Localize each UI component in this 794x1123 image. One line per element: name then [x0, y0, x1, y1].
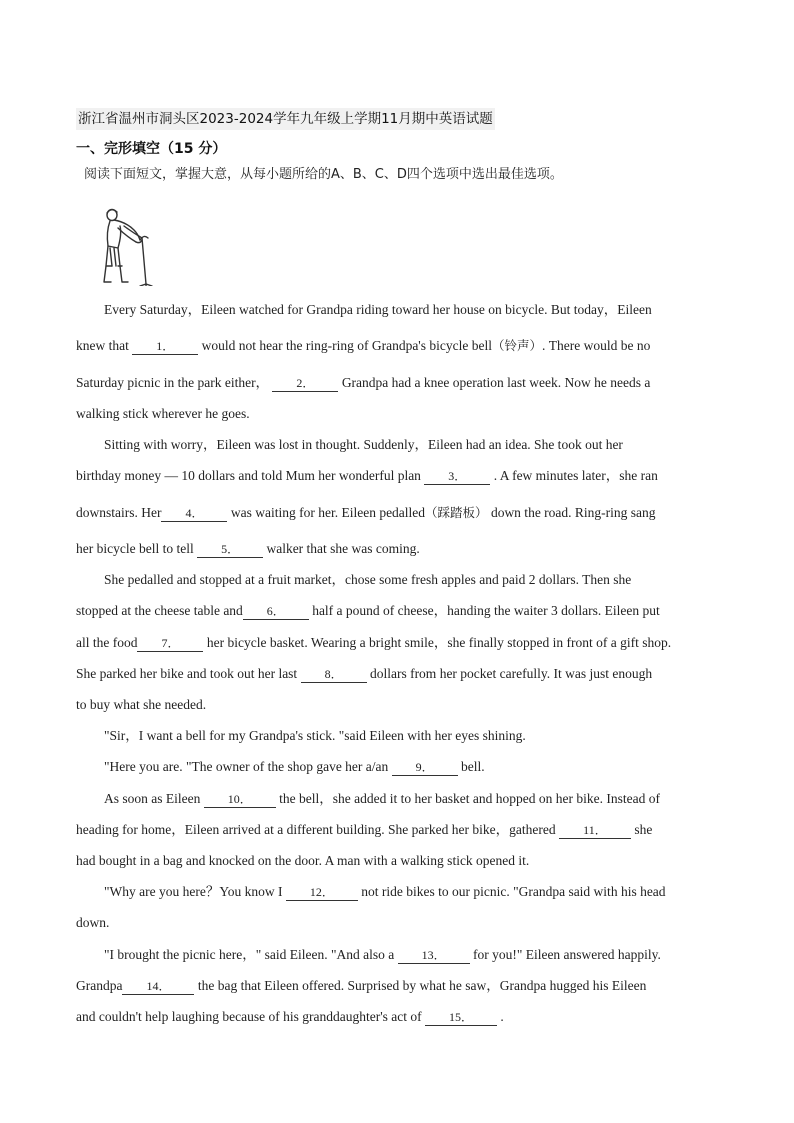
text-line — [76, 1006, 504, 1028]
text-span: . — [500, 1009, 504, 1024]
text-span: "Here you are. "The owner of the shop gave her a/an — [104, 759, 389, 774]
text-line — [76, 819, 652, 841]
blank-1: 1． — [132, 338, 198, 355]
text-span: . There would be no — [541, 338, 651, 353]
text-span: As soon as Eileen — [104, 791, 201, 806]
text-span: "Why are you here？You know I — [104, 884, 283, 899]
text-line: walking stick wherever he goes. — [76, 406, 250, 421]
text-line: to buy what she needed. — [76, 697, 207, 712]
blank-3: 3． — [424, 468, 490, 485]
text-line — [76, 600, 660, 622]
text-span: She parked her bike and took out her last — [76, 666, 298, 681]
blank-10: 10． — [204, 791, 276, 808]
exam-title: 浙江省温州市洞头区2023-2024学年九年级上学期11月期中英语试题 — [76, 108, 495, 130]
text-span: Saturday picnic in the park either， — [76, 375, 270, 390]
text-span: （踩踏板） — [425, 505, 488, 520]
blank-5: 5． — [197, 541, 263, 558]
text-line — [76, 632, 671, 654]
blank-9: 9． — [392, 759, 458, 776]
text-line: Sitting with worry，Eileen was lost in thought. Suddenly，Eileen had an idea. She took out her — [104, 437, 623, 452]
blank-8: 8． — [301, 666, 367, 683]
text-line — [76, 538, 420, 560]
text-span: downstairs. Her — [76, 505, 162, 520]
text-span: she — [634, 822, 653, 837]
blank-13: 13． — [398, 947, 470, 964]
text-line: "Sir，I want a bell for my Grandpa's stick. "said Eileen with her eyes shining. — [104, 728, 526, 743]
text-span: stopped at the cheese table and — [76, 603, 243, 618]
text-span: for you!" Eileen answered happily. — [472, 947, 661, 962]
text-span: all the food — [76, 635, 138, 650]
text-span: down the road. Ring-ring sang — [490, 505, 656, 520]
text-span: the bag that Eileen offered. Surprised by what he saw，Grandpa hugged his Eileen — [197, 978, 647, 993]
text-span: birthday money — 10 dollars and told Mum her wonderful plan — [76, 468, 421, 483]
blank-6: 6． — [243, 603, 309, 620]
old-man-with-walking-stick-icon — [96, 204, 164, 286]
text-line: had bought in a bag and knocked on the door. A man with a walking stick opened it. — [76, 853, 530, 868]
text-span: "I brought the picnic here，" said Eileen. "And also a — [104, 947, 395, 962]
text-span: her bicycle basket. Wearing a bright smile，she finally stopped in front of a gift shop. — [206, 635, 672, 650]
text-span: would not hear the ring-ring of Grandpa's bicycle bell — [201, 338, 492, 353]
text-span: the bell，she added it to her basket and hopped on her bike. Instead of — [279, 791, 660, 806]
text-span: not ride bikes to our picnic. "Grandpa said with his head — [361, 884, 666, 899]
text-span: bell. — [461, 759, 485, 774]
text-span: and couldn't help laughing because of his granddaughter's act of — [76, 1009, 422, 1024]
text-line — [76, 465, 658, 487]
text-line — [104, 756, 485, 778]
text-span: was waiting for her. Eileen pedalled — [230, 505, 426, 520]
text-line — [104, 944, 661, 966]
blank-12: 12． — [286, 884, 358, 901]
blank-2: 2． — [272, 375, 338, 392]
text-span: （铃声） — [491, 338, 542, 353]
text-line — [76, 975, 646, 997]
text-span: heading for home，Eileen arrived at a different building. She parked her bike，gathered — [76, 822, 556, 837]
text-line — [76, 663, 652, 685]
blank-15: 15． — [425, 1009, 497, 1026]
text-line — [76, 502, 656, 524]
blank-11: 11． — [559, 822, 631, 839]
text-span: . A few minutes later，she ran — [493, 468, 658, 483]
text-line: down. — [76, 915, 110, 930]
text-line — [104, 881, 666, 903]
text-span: Grandpa — [76, 978, 123, 993]
blank-14: 14． — [122, 978, 194, 995]
blank-4: 4． — [161, 505, 227, 522]
text-line — [76, 372, 650, 394]
blank-7: 7． — [137, 635, 203, 652]
text-line — [76, 335, 650, 357]
text-line — [104, 788, 660, 810]
text-span: Grandpa had a knee operation last week. Now he needs a — [341, 375, 651, 390]
text-span: knew that — [76, 338, 129, 353]
section-heading: 一、完形填空（15 分） — [76, 141, 227, 157]
text-line: Every Saturday，Eileen watched for Grandpa riding toward her house on bicycle. But today，Eileen — [104, 302, 652, 317]
instruction-text: 阅读下面短文，掌握大意，从每小题所给的A、B、C、D四个选项中选出最佳选项。 — [84, 167, 563, 182]
text-span: walker that she was coming. — [266, 541, 420, 556]
text-span: dollars from her pocket carefully. It was just enough — [369, 666, 653, 681]
text-span: half a pound of cheese，handing the waiter 3 dollars. Eileen put — [312, 603, 660, 618]
text-span: her bicycle bell to tell — [76, 541, 194, 556]
text-line: She pedalled and stopped at a fruit market，chose some fresh apples and paid 2 dollars. Then she — [104, 572, 632, 587]
